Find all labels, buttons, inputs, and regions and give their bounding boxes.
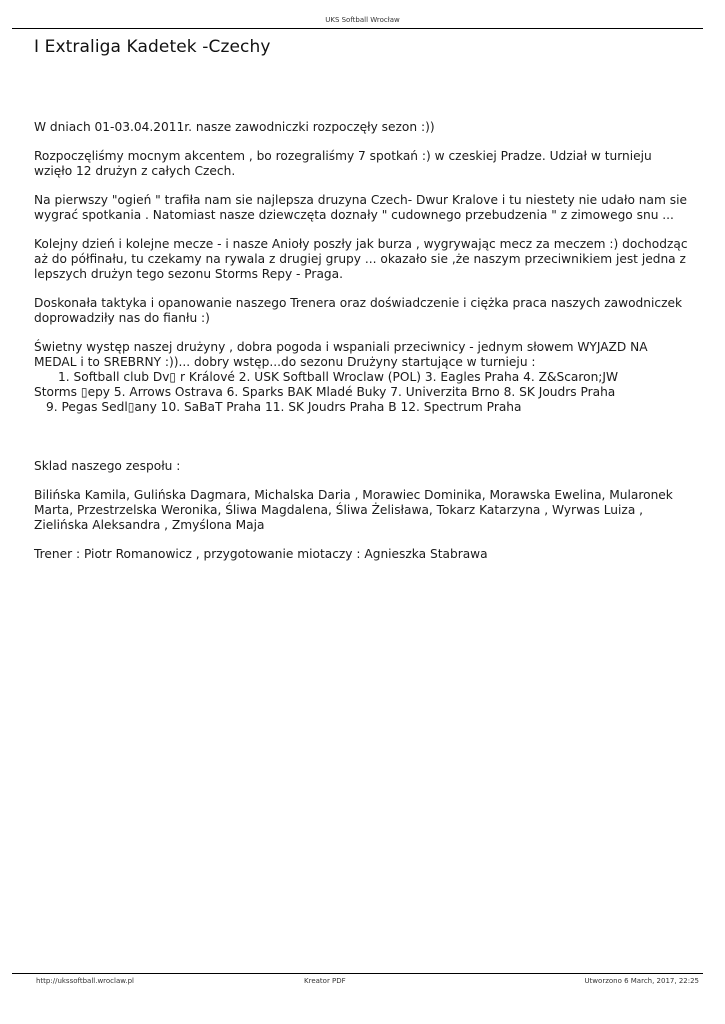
paragraph-summary (34, 340, 690, 415)
page-title: I Extraliga Kadetek -Czechy (34, 37, 271, 57)
article-body (34, 120, 690, 576)
footer-divider (12, 973, 703, 974)
squad-list: Bilińska Kamila, Gulińska Dagmara, Michalska Daria , Morawiec Dominika, Morawska Ewelina, Mularonek Marta, Przestrzelska Weronika, Śliwa Magdalena, Śliwa Żelisława, Tokarz Katarzyna , Wyrwas Luiza , Zielińska Aleksandra , Zmyślona Maja (34, 488, 673, 532)
footer-url: http://ukssoftball.wroclaw.pl (36, 977, 134, 985)
paragraph-tournament: Rozpoczęliśmy mocnym akcentem , bo rozegraliśmy 7 spotkań :) w czeskiej Pradze. Udział w turnieju wzięło 12 drużyn z całych Czech. (34, 149, 652, 178)
footer-created: Utworzono 6 March, 2017, 22:25 (584, 977, 699, 985)
teams-list-line-2: Storms ▯epy 5. Arrows Ostrava 6. Sparks BAK Mladé Buky 7. Univerzita Brno 8. SK Joudrs Praha (34, 385, 616, 399)
teams-list-line-1: 1. Softball club Dv▯ r Králové 2. USK Softball Wroclaw (POL) 3. Eagles Praha 4. Z&Scaron;JW (58, 370, 619, 384)
paragraph-dates: W dniach 01-03.04.2011r. nasze zawodniczki rozpoczęły sezon :)) (34, 120, 435, 134)
running-header: UKS Softball Wrocław (325, 16, 400, 24)
summary-text: Świetny występ naszej drużyny , dobra pogoda i wspaniali przeciwnicy - jednym słowem WYJAZD NA MEDAL i to SREBRNY :))... dobry wstęp...do sezonu Drużyny startujące w turnieju : (34, 340, 648, 369)
paragraph-first-game: Na pierwszy "ogień " trafiła nam sie najlepsza druzyna Czech- Dwur Kralove i tu niestety nie udało nam sie wygrać spotkania . Natomiast nasze dziewczęta doznały " cudownego przebudzenia " z zimowego snu ... (34, 193, 687, 222)
paragraph-final: Doskonała taktyka i opanowanie naszego Trenera oraz doświadczenie i ciężka praca naszych zawodniczek doprowadziły nas do fianłu :) (34, 296, 683, 325)
paragraph-second-day: Kolejny dzień i kolejne mecze - i nasze Anioły poszły jak burza , wygrywając mecz za meczem :) dochodząc aż do półfinału, tu czekamy na rywala z drugiej grupy ... okazało sie ,że naszym przeciwnikiem jest jedna z lepszych drużyn tego sezonu Storms Repy - Praga. (34, 237, 688, 281)
coaches-line: Trener : Piotr Romanowicz , przygotowanie miotaczy : Agnieszka Stabrawa (34, 547, 488, 561)
footer-generator: Kreator PDF (304, 977, 346, 985)
teams-list-line-3: 9. Pegas Sedl▯any 10. SaBaT Praha 11. SK Joudrs Praha B 12. Spectrum Praha (46, 400, 522, 414)
squad-heading: Sklad naszego zespołu : (34, 459, 181, 473)
header-divider (12, 28, 703, 29)
